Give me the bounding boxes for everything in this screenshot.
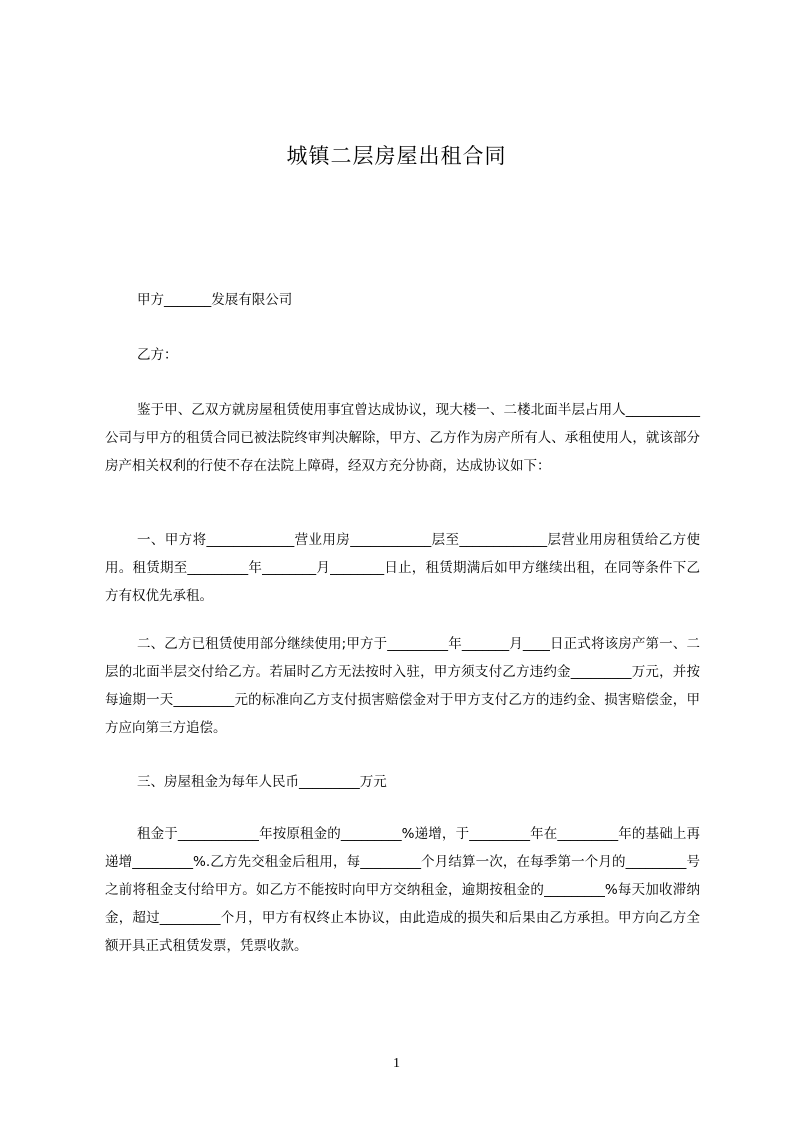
- party-a-line: 甲方_______发展有限公司: [137, 292, 293, 308]
- rent-terms-paragraph: 租金于____________年按原租金的_________%递增，于_________年在_________年的基础上再递增_________%.乙方先交租金后租用，每_________个月结算一次，在每季第一个月的_________号之前将租金支付给甲方。如乙方不能按时向甲方交纳租金，逾期按租金的_________%每天加收滞纳金，超过_________个月，甲方有权终止本协议，由此造成的损失和后果由乙方承担。甲方向乙方全额开具正式租赁发票，凭票收款。: [105, 826, 700, 954]
- page-title: 城镇二层房屋出租合同: [286, 144, 507, 168]
- page-number: 1: [393, 1056, 400, 1071]
- preamble-paragraph: 鉴于甲、乙双方就房屋租赁使用事宜曾达成协议，现大楼一、二楼北面半层占用人___________公司与甲方的租赁合同已被法院终审判决解除，甲方、乙方作为房产所有人、承租使用人，就该部分房产相关权利的行使不存在法院上障碍，经双方充分协商，达成协议如下：: [105, 402, 700, 474]
- clause-2-paragraph: 二、乙方已租赁使用部分继续使用;甲方于_________年_______月____日正式将该房产第一、二层的北面半层交付给乙方。若届时乙方无法按时入驻，甲方须支付乙方违约金_________万元，并按每逾期一天_________元的标准向乙方支付损害赔偿金对于甲方支付乙方的违约金、损害赔偿金，甲方应向第三方追偿。: [105, 636, 700, 736]
- party-b-line: 乙方：: [137, 347, 178, 363]
- clause-1-paragraph: 一、甲方将_____________营业用房____________层至_____________层营业用房租赁给乙方使用。租赁期至_________年________月________日止，租赁期满后如甲方继续出租，在同等条件下乙方有权优先承租。: [105, 532, 700, 604]
- clause-3-paragraph: 三、房屋租金为每年人民币_________万元: [137, 774, 387, 790]
